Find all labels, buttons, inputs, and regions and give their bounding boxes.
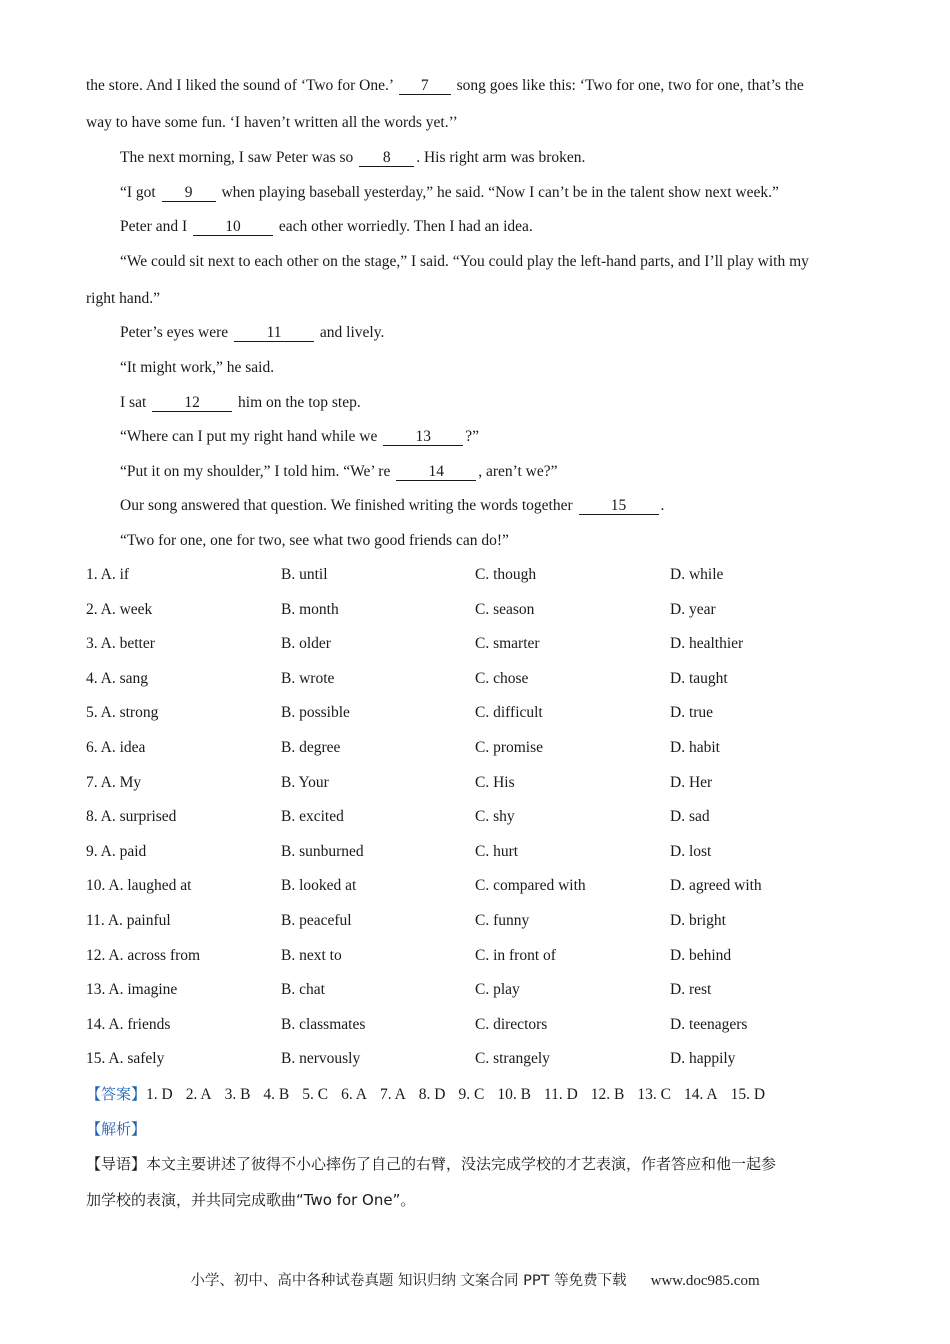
answer-item: 12. B xyxy=(590,1086,625,1103)
answer-item: 15. D xyxy=(730,1086,766,1103)
question-12-option-a: 12. A. across from xyxy=(86,947,201,964)
question-6-option-d: D. habit xyxy=(670,739,720,756)
answer-item: 14. A xyxy=(683,1086,718,1103)
guide-line-2: 加学校的表演，并共同完成歌曲“Two for One”。 xyxy=(86,1191,416,1209)
passage-text: . His right arm was broken. xyxy=(416,149,586,166)
question-10-option-d: D. agreed with xyxy=(670,877,762,894)
passage-text: I sat xyxy=(120,394,151,411)
passage-text: , aren’t we?” xyxy=(478,463,558,480)
question-4-option-b: B. wrote xyxy=(281,670,335,687)
question-1-option-a: 1. A. if xyxy=(86,566,130,583)
question-13-option-c: C. play xyxy=(475,981,520,998)
passage-text: “Where can I put my right hand while we xyxy=(120,428,382,445)
answer-item: 5. C xyxy=(302,1086,329,1103)
blank-10: 10 xyxy=(193,218,273,236)
passage-text: and lively. xyxy=(316,324,385,341)
guide-tag: 【导语】 xyxy=(86,1155,147,1173)
passage-text: Peter and I xyxy=(120,218,192,235)
answer-item: 13. C xyxy=(637,1086,671,1103)
guide-text: 本文主要讲述了彼得不小心摔伤了自己的右臂，没法完成学校的才艺表演，作者答应和他一起参 xyxy=(146,1155,777,1173)
passage-line-14: “Two for one, one for two, see what two good friends can do!” xyxy=(120,532,509,549)
question-5-option-b: B. possible xyxy=(281,704,350,721)
question-7-option-b: B. Your xyxy=(281,774,329,791)
question-15-option-a: 15. A. safely xyxy=(86,1050,165,1067)
blank-14: 14 xyxy=(396,463,476,481)
passage-text: him on the top step. xyxy=(234,394,361,411)
question-2-option-b: B. month xyxy=(281,601,339,618)
analysis-tag: 【解析】 xyxy=(86,1120,147,1138)
answer-item: 4. B xyxy=(263,1086,290,1103)
question-8-option-d: D. sad xyxy=(670,808,710,825)
question-10-option-c: C. compared with xyxy=(475,877,586,894)
question-12-option-b: B. next to xyxy=(281,947,342,964)
footer-url[interactable]: www.doc985.com xyxy=(650,1273,760,1289)
passage-text: The next morning, I saw Peter was so xyxy=(120,149,358,166)
question-10-option-b: B. looked at xyxy=(281,877,357,894)
footer-text: 小学、初中、高中各种试卷真题 知识归纳 文案合同 PPT 等免费下载 xyxy=(190,1273,627,1289)
question-9-option-c: C. hurt xyxy=(475,843,519,860)
answer-item: 7. A xyxy=(379,1086,406,1103)
passage-line-10 xyxy=(120,393,361,413)
question-2-option-a: 2. A. week xyxy=(86,601,153,618)
answer-item: 9. C xyxy=(458,1086,485,1103)
question-4-option-a: 4. A. sang xyxy=(86,670,148,687)
question-3-option-b: B. older xyxy=(281,635,331,652)
question-10-option-a: 10. A. laughed at xyxy=(86,877,192,894)
passage-line-3 xyxy=(120,148,585,168)
passage-line-4 xyxy=(120,183,779,203)
question-5-option-c: C. difficult xyxy=(475,704,543,721)
question-3-option-a: 3. A. better xyxy=(86,635,155,652)
question-14-option-a: 14. A. friends xyxy=(86,1016,171,1033)
passage-line-11 xyxy=(120,427,479,447)
question-8-option-a: 8. A. surprised xyxy=(86,808,177,825)
blank-11: 11 xyxy=(234,324,314,342)
question-14-option-d: D. teenagers xyxy=(670,1016,748,1033)
passage-text: when playing baseball yesterday,” he said. “Now I can’t be in the talent show next week.” xyxy=(217,184,779,201)
question-13-option-a: 13. A. imagine xyxy=(86,981,178,998)
answer-tag: 【答案】 xyxy=(86,1085,147,1103)
passage-line-8 xyxy=(120,323,384,343)
question-11-option-b: B. peaceful xyxy=(281,912,352,929)
question-12-option-d: D. behind xyxy=(670,947,732,964)
question-8-option-b: B. excited xyxy=(281,808,344,825)
question-3-option-d: D. healthier xyxy=(670,635,744,652)
question-4-option-c: C. chose xyxy=(475,670,529,687)
passage-text: “I got xyxy=(120,184,160,201)
question-7-option-c: C. His xyxy=(475,774,515,791)
passage-text: each other worriedly. Then I had an idea. xyxy=(275,218,533,235)
passage-text: Our song answered that question. We finished writing the words together xyxy=(120,497,577,514)
guide-line-1 xyxy=(86,1154,776,1175)
passage-text: . xyxy=(660,497,665,514)
question-14-option-b: B. classmates xyxy=(281,1016,366,1033)
question-11-option-a: 11. A. painful xyxy=(86,912,171,929)
question-2-option-c: C. season xyxy=(475,601,535,618)
question-4-option-d: D. taught xyxy=(670,670,728,687)
question-5-option-d: D. true xyxy=(670,704,714,721)
passage-line-1 xyxy=(86,76,804,96)
passage-text: the store. And I liked the sound of ‘Two for One.’ xyxy=(86,77,397,94)
question-13-option-b: B. chat xyxy=(281,981,325,998)
question-11-option-d: D. bright xyxy=(670,912,726,929)
question-9-option-b: B. sunburned xyxy=(281,843,364,860)
answer-item: 8. D xyxy=(418,1086,446,1103)
blank-12: 12 xyxy=(152,394,232,412)
question-7-option-d: D. Her xyxy=(670,774,713,791)
blank-13: 13 xyxy=(383,428,463,446)
blank-7: 7 xyxy=(399,77,451,95)
answer-item: 6. A xyxy=(341,1086,367,1103)
question-2-option-d: D. year xyxy=(670,601,716,618)
blank-15: 15 xyxy=(579,497,659,515)
answer-items xyxy=(146,1086,778,1103)
question-1-option-b: B. until xyxy=(281,566,328,583)
passage-line-5 xyxy=(120,217,533,237)
passage-text: Peter’s eyes were xyxy=(120,324,233,341)
question-6-option-c: C. promise xyxy=(475,739,544,756)
question-15-option-d: D. happily xyxy=(670,1050,736,1067)
answer-line xyxy=(86,1084,778,1105)
question-6-option-b: B. degree xyxy=(281,739,341,756)
question-9-option-a: 9. A. paid xyxy=(86,843,147,860)
question-12-option-c: C. in front of xyxy=(475,947,556,964)
answer-item: 1. D xyxy=(146,1086,173,1103)
question-6-option-a: 6. A. idea xyxy=(86,739,146,756)
question-15-option-c: C. strangely xyxy=(475,1050,550,1067)
question-9-option-d: D. lost xyxy=(670,843,712,860)
question-8-option-c: C. shy xyxy=(475,808,515,825)
question-3-option-c: C. smarter xyxy=(475,635,540,652)
answer-item: 3. B xyxy=(224,1086,251,1103)
answer-item: 10. B xyxy=(497,1086,531,1103)
question-7-option-a: 7. A. My xyxy=(86,774,142,791)
passage-text: song goes like this: ‘Two for one, two for one, that’s the xyxy=(452,77,804,94)
answer-item: 11. D xyxy=(543,1086,578,1103)
blank-8: 8 xyxy=(359,149,414,167)
question-15-option-b: B. nervously xyxy=(281,1050,361,1067)
passage-line-13 xyxy=(120,496,664,516)
question-14-option-c: C. directors xyxy=(475,1016,548,1033)
question-1-option-d: D. while xyxy=(670,566,724,583)
answer-item: 2. A xyxy=(185,1086,212,1103)
question-5-option-a: 5. A. strong xyxy=(86,704,159,721)
passage-line-7: right hand.” xyxy=(86,290,161,307)
question-13-option-d: D. rest xyxy=(670,981,712,998)
footer xyxy=(0,1269,950,1290)
question-1-option-c: C. though xyxy=(475,566,537,583)
passage-text: “Put it on my shoulder,” I told him. “We’ re xyxy=(120,463,395,480)
passage-text: ?” xyxy=(465,428,480,445)
question-11-option-c: C. funny xyxy=(475,912,530,929)
blank-9: 9 xyxy=(162,184,216,202)
passage-line-12 xyxy=(120,462,558,482)
passage-line-2: way to have some fun. ‘I haven’t written all the words yet.’’ xyxy=(86,114,458,131)
passage-line-9: “It might work,” he said. xyxy=(120,359,275,376)
passage-line-6: “We could sit next to each other on the stage,” I said. “You could play the left-hand parts, and I’ll play with my xyxy=(120,253,809,270)
